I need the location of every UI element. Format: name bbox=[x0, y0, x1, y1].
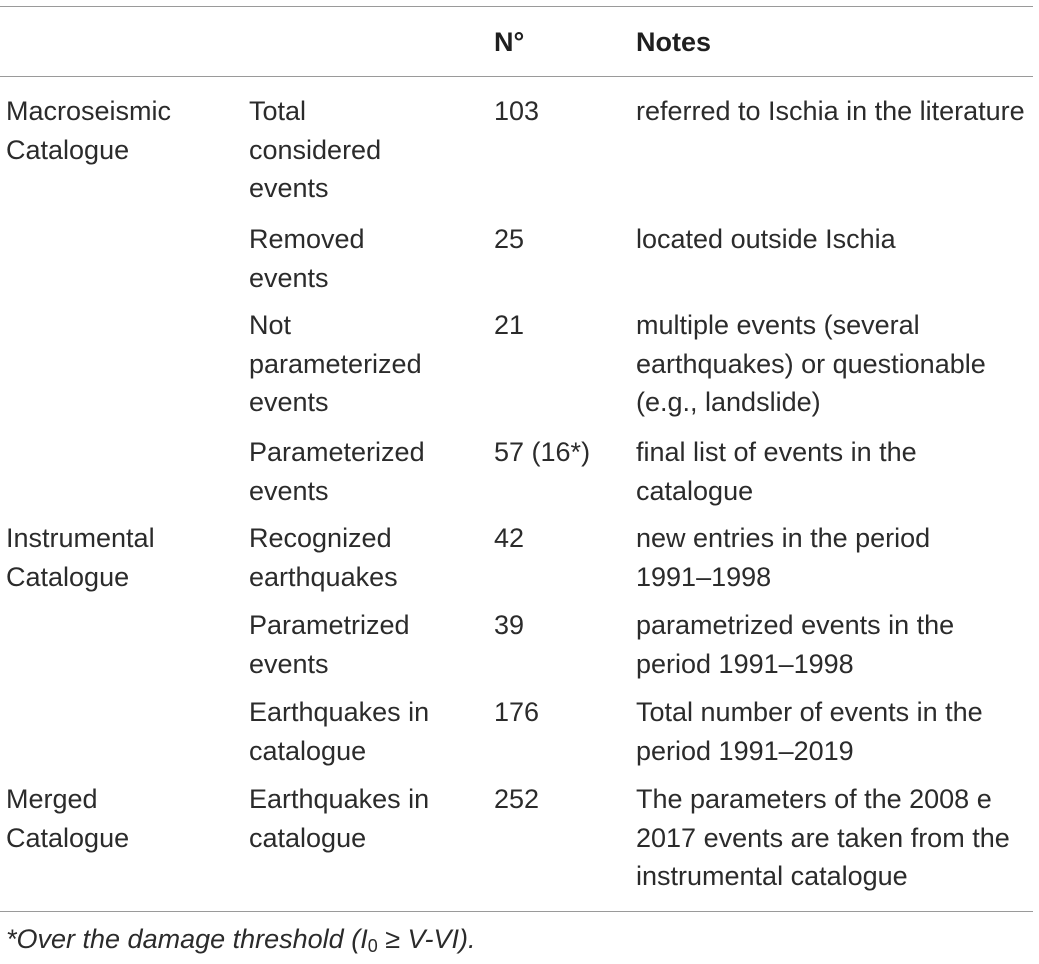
row-notes: final list of events in the catalogue bbox=[636, 437, 917, 506]
footnote-prefix: *Over the damage threshold (I bbox=[6, 924, 368, 954]
row-category: Earthquakes in catalogue bbox=[249, 697, 430, 766]
row-notes: The parameters of the 2008 e 2017 events are taken from the instrumental catalogue bbox=[636, 784, 1010, 891]
bottom-rule bbox=[0, 911, 1033, 912]
row-count: 103 bbox=[494, 96, 540, 126]
row-count: 25 bbox=[494, 224, 525, 254]
row-group: Instrumental Catalogue bbox=[6, 523, 155, 592]
row-count: 42 bbox=[494, 523, 525, 553]
row-category: Recognized earthquakes bbox=[249, 523, 398, 592]
row-count: 252 bbox=[494, 784, 540, 814]
row-notes: Total number of events in the period 1991–2019 bbox=[636, 697, 983, 766]
header-count: N° bbox=[494, 27, 525, 57]
row-notes: new entries in the period 1991–1998 bbox=[636, 523, 931, 592]
row-category: Earthquakes in catalogue bbox=[249, 784, 430, 853]
row-group: Macroseismic Catalogue bbox=[6, 96, 172, 165]
header-rule bbox=[0, 76, 1033, 77]
row-count: 21 bbox=[494, 310, 525, 340]
header-notes: Notes bbox=[636, 27, 712, 57]
row-count: 176 bbox=[494, 697, 540, 727]
row-notes: parametrized events in the period 1991–1998 bbox=[636, 610, 955, 679]
row-count: 57 (16*) bbox=[494, 437, 591, 467]
row-category: Parameterized events bbox=[249, 437, 425, 506]
row-notes: referred to Ischia in the literature bbox=[636, 96, 1025, 126]
row-notes: multiple events (several earthquakes) or questionable (e.g., landslide) bbox=[636, 310, 986, 417]
row-notes: located outside Ischia bbox=[636, 224, 896, 254]
row-category: Total considered events bbox=[249, 96, 382, 203]
footnote bbox=[6, 921, 476, 964]
row-category: Parametrized events bbox=[249, 610, 410, 679]
footnote-suffix: ≥ V-VI). bbox=[377, 924, 476, 954]
row-count: 39 bbox=[494, 610, 525, 640]
row-group: Merged Catalogue bbox=[6, 784, 130, 853]
top-rule bbox=[0, 6, 1033, 7]
row-category: Removed events bbox=[249, 224, 365, 293]
row-category: Not parameterized events bbox=[249, 310, 422, 417]
footnote-subscript: 0 bbox=[367, 936, 378, 956]
